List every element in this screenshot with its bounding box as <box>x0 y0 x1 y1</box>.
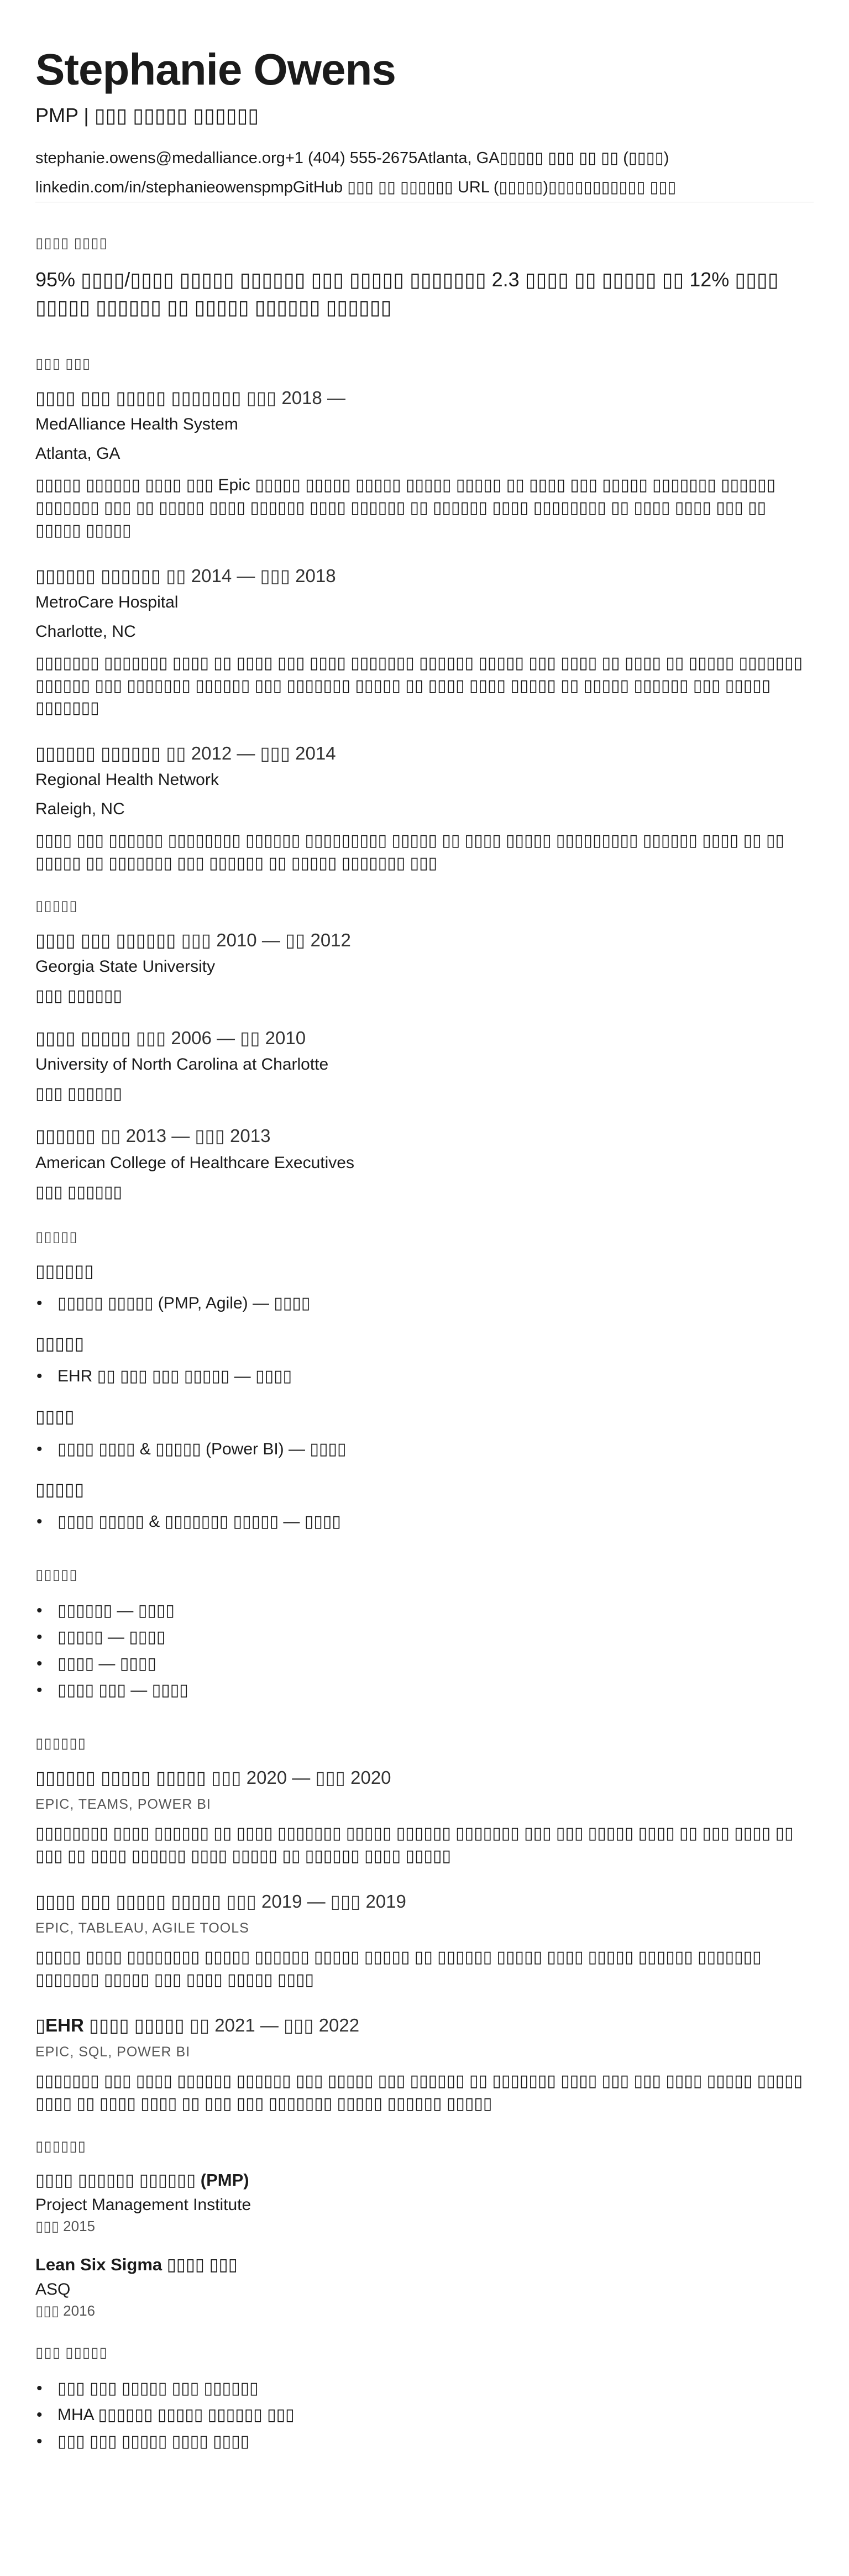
section-title-summary: ▯▯▯▯ ▯▯▯▯ <box>35 234 108 252</box>
section-title-skills: ▯▯▯▯▯ <box>35 1228 78 1245</box>
skill-list <box>35 1363 814 1390</box>
experience-entry <box>35 564 814 720</box>
extras-item: • MHA ▯▯▯▯▯▯ ▯▯▯▯▯ ▯▯▯▯▯▯ ▯▯▯ <box>35 2402 814 2428</box>
summary-text: 95% ▯▯▯▯/▯▯▯▯ ▯▯▯▯▯ ▯▯▯▯▯▯ ▯▯▯ ▯▯▯▯▯ ▯▯▯▯▯▯▯ 2.3 ▯▯▯▯ ▯▯ ▯▯▯▯▯ ▯▯ 12% ▯▯▯▯ ▯▯▯▯▯ ▯▯▯▯▯▯ ▯▯ ▯▯▯▯▯ ▯▯▯▯▯▯ ▯▯▯▯▯▯ <box>35 268 779 319</box>
skill-item: • ▯▯▯▯ ▯▯▯▯▯ & ▯▯▯▯▯▯▯ ▯▯▯▯▯ — ▯▯▯▯ <box>35 1509 814 1535</box>
section-title-extras: ▯▯▯ ▯▯▯▯▯ <box>35 2344 108 2361</box>
certification-issuer: Project Management Institute <box>35 2195 251 2214</box>
project-entry <box>35 1766 814 1868</box>
entry-heading <box>35 1124 814 1147</box>
section-title-projects: ▯▯▯▯▯▯ <box>35 1735 86 1752</box>
education-entry <box>35 1027 814 1104</box>
project-description: ▯▯▯▯▯▯▯▯ ▯▯▯▯ ▯▯▯▯▯▯ ▯▯ ▯▯▯▯ ▯▯▯▯▯▯▯ ▯▯▯▯▯ ▯▯▯▯▯▯ ▯▯▯▯▯▯▯ ▯▯▯ ▯▯▯ ▯▯▯▯▯ ▯▯▯▯ ▯▯ ▯▯▯ ▯▯▯▯ ▯▯ ▯▯▯ ▯▯ ▯▯▯▯ ▯▯▯▯▯▯ ▯▯▯▯ ▯▯▯▯▯ ▯▯ ▯▯▯▯▯▯ ▯▯▯▯ ▯▯▯▯▯ <box>35 1824 794 1866</box>
certification-name: Lean Six Sigma ▯▯▯▯ ▯▯▯ <box>35 2254 238 2274</box>
skill-category: ▯▯▯▯▯▯ <box>35 1260 94 1281</box>
certification-issuer: ASQ <box>35 2280 71 2299</box>
entry-heading <box>35 2014 814 2036</box>
institution: Georgia State University <box>35 957 216 976</box>
section-title-education: ▯▯▯▯▯ <box>35 897 78 914</box>
job-dates: ▯▯▯ 2018 — <box>246 387 345 408</box>
skill-group <box>35 1332 814 1390</box>
extras-list <box>35 2375 814 2455</box>
experience-entry <box>35 386 814 542</box>
education-detail: ▯▯▯ ▯▯▯▯▯▯ <box>35 987 122 1006</box>
education-dates: ▯▯▯ 2006 — ▯▯ 2010 <box>135 1028 306 1049</box>
job-location: Atlanta, GA <box>35 444 120 463</box>
job-dates: ▯▯ 2012 — ▯▯▯ 2014 <box>166 743 336 764</box>
experience-entry <box>35 742 814 875</box>
skill-list <box>35 1509 814 1535</box>
contact-line[interactable]: stephanie.owens@medalliance.org+1 (404) 555-2675Atlanta, GA▯▯▯▯▯ ▯▯▯ ▯▯ ▯▯ (▯▯▯▯) <box>35 149 669 167</box>
job-title: ▯▯▯▯ ▯▯▯ ▯▯▯▯▯ ▯▯▯▯▯▯▯ <box>35 387 242 408</box>
section-title-experience: ▯▯▯ ▯▯▯ <box>35 354 91 371</box>
project-title: ▯▯▯▯▯▯ ▯▯▯▯▯ ▯▯▯▯▯ <box>35 1767 206 1788</box>
education-entry <box>35 929 814 1007</box>
skill-item: • ▯▯▯▯ ▯▯▯▯ & ▯▯▯▯▯ (Power BI) — ▯▯▯▯ <box>35 1436 814 1463</box>
job-dates: ▯▯ 2014 — ▯▯▯ 2018 <box>166 565 336 586</box>
candidate-name: Stephanie Owens <box>35 45 396 94</box>
job-title: ▯▯▯▯▯▯ ▯▯▯▯▯▯ <box>35 743 161 764</box>
language-list <box>35 1598 814 1704</box>
job-location: Raleigh, NC <box>35 800 125 819</box>
entry-heading <box>35 564 814 587</box>
employer: MetroCare Hospital <box>35 593 179 611</box>
certification-name: ▯▯▯▯ ▯▯▯▯▯▯ ▯▯▯▯▯▯ (PMP) <box>35 2170 249 2190</box>
entry-heading <box>35 929 814 951</box>
job-location: Charlotte, NC <box>35 622 136 641</box>
entry-heading <box>35 742 814 765</box>
project-tech: EPIC, SQL, POWER BI <box>35 2044 191 2060</box>
skill-group <box>35 1260 814 1317</box>
section-title-certifications: ▯▯▯▯▯▯ <box>35 2137 86 2154</box>
job-description: ▯▯▯▯ ▯▯▯ ▯▯▯▯▯▯ ▯▯▯▯▯▯▯▯ ▯▯▯▯▯▯ ▯▯▯▯▯▯▯▯▯ ▯▯▯▯▯ ▯▯ ▯▯▯▯ ▯▯▯▯▯ ▯▯▯▯▯▯▯▯▯ ▯▯▯▯▯▯ ▯▯▯▯ ▯▯ ▯▯ ▯▯▯▯▯ ▯▯ ▯▯▯▯▯▯▯ ▯▯▯ ▯▯▯▯▯▯ ▯▯ ▯▯▯▯▯ ▯▯▯▯▯▯▯ ▯▯▯ <box>35 831 784 873</box>
extras-item: • ▯▯▯ ▯▯▯ ▯▯▯▯▯ ▯▯▯▯ ▯▯▯▯ <box>35 2428 814 2455</box>
skill-item: • EHR ▯▯ ▯▯▯ ▯▯▯ ▯▯▯▯▯ — ▯▯▯▯ <box>35 1363 814 1390</box>
language-item: • ▯▯▯▯▯▯ — ▯▯▯▯ <box>35 1598 814 1624</box>
language-item: • ▯▯▯▯▯ — ▯▯▯▯ <box>35 1624 814 1651</box>
certification-year: ▯▯▯ 2015 <box>35 2217 95 2234</box>
section-title-languages: ▯▯▯▯▯ <box>35 1566 78 1583</box>
entry-heading <box>35 1027 814 1049</box>
project-tech: EPIC, TEAMS, POWER BI <box>35 1797 211 1813</box>
entry-heading <box>35 386 814 409</box>
projects-section <box>35 1735 814 2116</box>
skill-list <box>35 1290 814 1317</box>
employer: MedAlliance Health System <box>35 415 238 434</box>
skill-group <box>35 1478 814 1536</box>
job-title: ▯▯▯▯▯▯ ▯▯▯▯▯▯ <box>35 565 161 586</box>
experience-section <box>35 355 814 875</box>
project-dates: ▯▯▯ 2020 — ▯▯▯ 2020 <box>211 1767 391 1788</box>
project-entry <box>35 2014 814 2116</box>
skills-section <box>35 1228 814 1535</box>
links-line[interactable]: linkedin.com/in/stephanieowenspmpGitHub ▯▯▯ ▯▯ ▯▯▯▯▯▯ URL (▯▯▯▯▯)▯▯▯▯▯▯▯▯▯▯▯ ▯▯▯ <box>35 178 677 196</box>
entry-heading <box>35 1890 814 1913</box>
languages-section <box>35 1566 814 1704</box>
headline: PMP | ▯▯▯ ▯▯▯▯▯ ▯▯▯▯▯▯ <box>35 104 259 127</box>
language-item: • ▯▯▯▯ ▯▯▯ — ▯▯▯▯ <box>35 1677 814 1704</box>
degree-title: ▯▯▯▯ ▯▯▯ ▯▯▯▯▯▯ <box>35 929 176 950</box>
project-entry <box>35 1890 814 1992</box>
employer: Regional Health Network <box>35 771 219 789</box>
project-description: ▯▯▯▯▯▯▯ ▯▯▯ ▯▯▯▯ ▯▯▯▯▯▯ ▯▯▯▯▯▯ ▯▯▯ ▯▯▯▯▯ ▯▯▯ ▯▯▯▯▯▯ ▯▯ ▯▯▯▯▯▯▯ ▯▯▯▯ ▯▯▯ ▯▯▯ ▯▯▯▯ ▯▯▯▯▯ ▯▯▯▯▯ ▯▯▯▯ ▯▯ ▯▯▯▯ ▯▯▯▯ ▯▯ ▯▯▯ ▯▯▯ ▯▯▯▯▯▯▯ ▯▯▯▯▯ ▯▯▯▯▯▯ ▯▯▯▯▯ <box>35 2072 803 2113</box>
resume-header <box>35 46 814 202</box>
education-detail: ▯▯▯ ▯▯▯▯▯▯ <box>35 1182 122 1201</box>
education-detail: ▯▯▯ ▯▯▯▯▯▯ <box>35 1085 122 1103</box>
extras-item: • ▯▯▯ ▯▯▯ ▯▯▯▯▯ ▯▯▯ ▯▯▯▯▯▯ <box>35 2375 814 2402</box>
education-dates: ▯▯ 2013 — ▯▯▯ 2013 <box>101 1125 271 1146</box>
education-entry <box>35 1124 814 1202</box>
skill-category: ▯▯▯▯ <box>35 1406 75 1426</box>
institution: University of North Carolina at Charlotte <box>35 1055 329 1074</box>
certification-entry <box>35 2254 814 2320</box>
skill-list <box>35 1436 814 1463</box>
job-description: ▯▯▯▯▯▯▯ ▯▯▯▯▯▯▯ ▯▯▯▯ ▯▯ ▯▯▯▯ ▯▯▯ ▯▯▯▯ ▯▯▯▯▯▯▯ ▯▯▯▯▯▯ ▯▯▯▯▯ ▯▯▯ ▯▯▯▯ ▯▯ ▯▯▯▯ ▯▯ ▯▯▯▯▯ ▯▯▯▯▯▯▯ ▯▯▯▯▯▯ ▯▯▯ ▯▯▯▯▯▯▯ ▯▯▯▯▯▯ ▯▯▯ ▯▯▯▯▯▯▯ ▯▯▯▯▯ ▯▯ ▯▯▯▯ ▯▯▯▯ ▯▯▯▯▯ ▯▯ ▯▯▯▯▯ ▯▯▯▯▯▯ ▯▯▯ ▯▯▯▯▯ ▯▯▯▯▯▯▯ <box>35 653 803 718</box>
degree-title: ▯▯▯▯ ▯▯▯▯▯ <box>35 1028 131 1049</box>
skill-category: ▯▯▯▯▯ <box>35 1333 85 1354</box>
summary-section <box>35 234 814 322</box>
certification-year: ▯▯▯ 2016 <box>35 2302 95 2320</box>
education-section <box>35 897 814 1203</box>
skill-item: • ▯▯▯▯▯ ▯▯▯▯▯ (PMP, Agile) — ▯▯▯▯ <box>35 1290 814 1317</box>
project-tech: EPIC, TABLEAU, AGILE TOOLS <box>35 1920 249 1936</box>
education-dates: ▯▯▯ 2010 — ▯▯ 2012 <box>181 929 351 950</box>
project-title: ▯EHR ▯▯▯▯ ▯▯▯▯▯ <box>35 2014 185 2035</box>
entry-heading <box>35 1766 814 1789</box>
extras-section <box>35 2344 814 2455</box>
project-description: ▯▯▯▯▯ ▯▯▯▯ ▯▯▯▯▯▯▯▯ ▯▯▯▯▯ ▯▯▯▯▯▯ ▯▯▯▯▯ ▯▯▯▯▯ ▯▯ ▯▯▯▯▯▯ ▯▯▯▯▯ ▯▯▯▯ ▯▯▯▯▯ ▯▯▯▯▯▯ ▯▯▯▯▯▯▯ ▯▯▯▯▯▯▯ ▯▯▯▯▯ ▯▯▯ ▯▯▯▯ ▯▯▯▯▯ ▯▯▯▯ <box>35 1948 762 1989</box>
project-title: ▯▯▯▯ ▯▯▯ ▯▯▯▯▯ ▯▯▯▯▯ <box>35 1891 222 1912</box>
project-dates: ▯▯ 2021 — ▯▯▯ 2022 <box>189 2014 360 2035</box>
institution: American College of Healthcare Executives <box>35 1153 354 1172</box>
skill-group <box>35 1405 814 1463</box>
degree-title: ▯▯▯▯▯▯ <box>35 1125 96 1146</box>
skill-category: ▯▯▯▯▯ <box>35 1479 85 1499</box>
certifications-section <box>35 2138 814 2320</box>
language-item: • ▯▯▯▯ — ▯▯▯▯ <box>35 1651 814 1677</box>
certification-entry <box>35 2169 814 2235</box>
project-dates: ▯▯▯ 2019 — ▯▯▯ 2019 <box>226 1891 406 1912</box>
job-description: ▯▯▯▯▯ ▯▯▯▯▯▯ ▯▯▯▯ ▯▯▯ Epic ▯▯▯▯▯ ▯▯▯▯▯ ▯▯▯▯▯ ▯▯▯▯▯ ▯▯▯▯▯ ▯▯ ▯▯▯▯ ▯▯▯ ▯▯▯▯▯ ▯▯▯▯▯▯▯ ▯▯▯▯▯▯ ▯▯▯▯▯▯▯ ▯▯▯ ▯▯ ▯▯▯▯▯ ▯▯▯▯ ▯▯▯▯▯▯ ▯▯▯▯ ▯▯▯▯▯▯ ▯▯ ▯▯▯▯▯▯ ▯▯▯▯ ▯▯▯▯▯▯▯▯ ▯▯ ▯▯▯▯ ▯▯▯▯ ▯▯▯ ▯▯ ▯▯▯▯▯ ▯▯▯▯▯ <box>35 476 775 540</box>
